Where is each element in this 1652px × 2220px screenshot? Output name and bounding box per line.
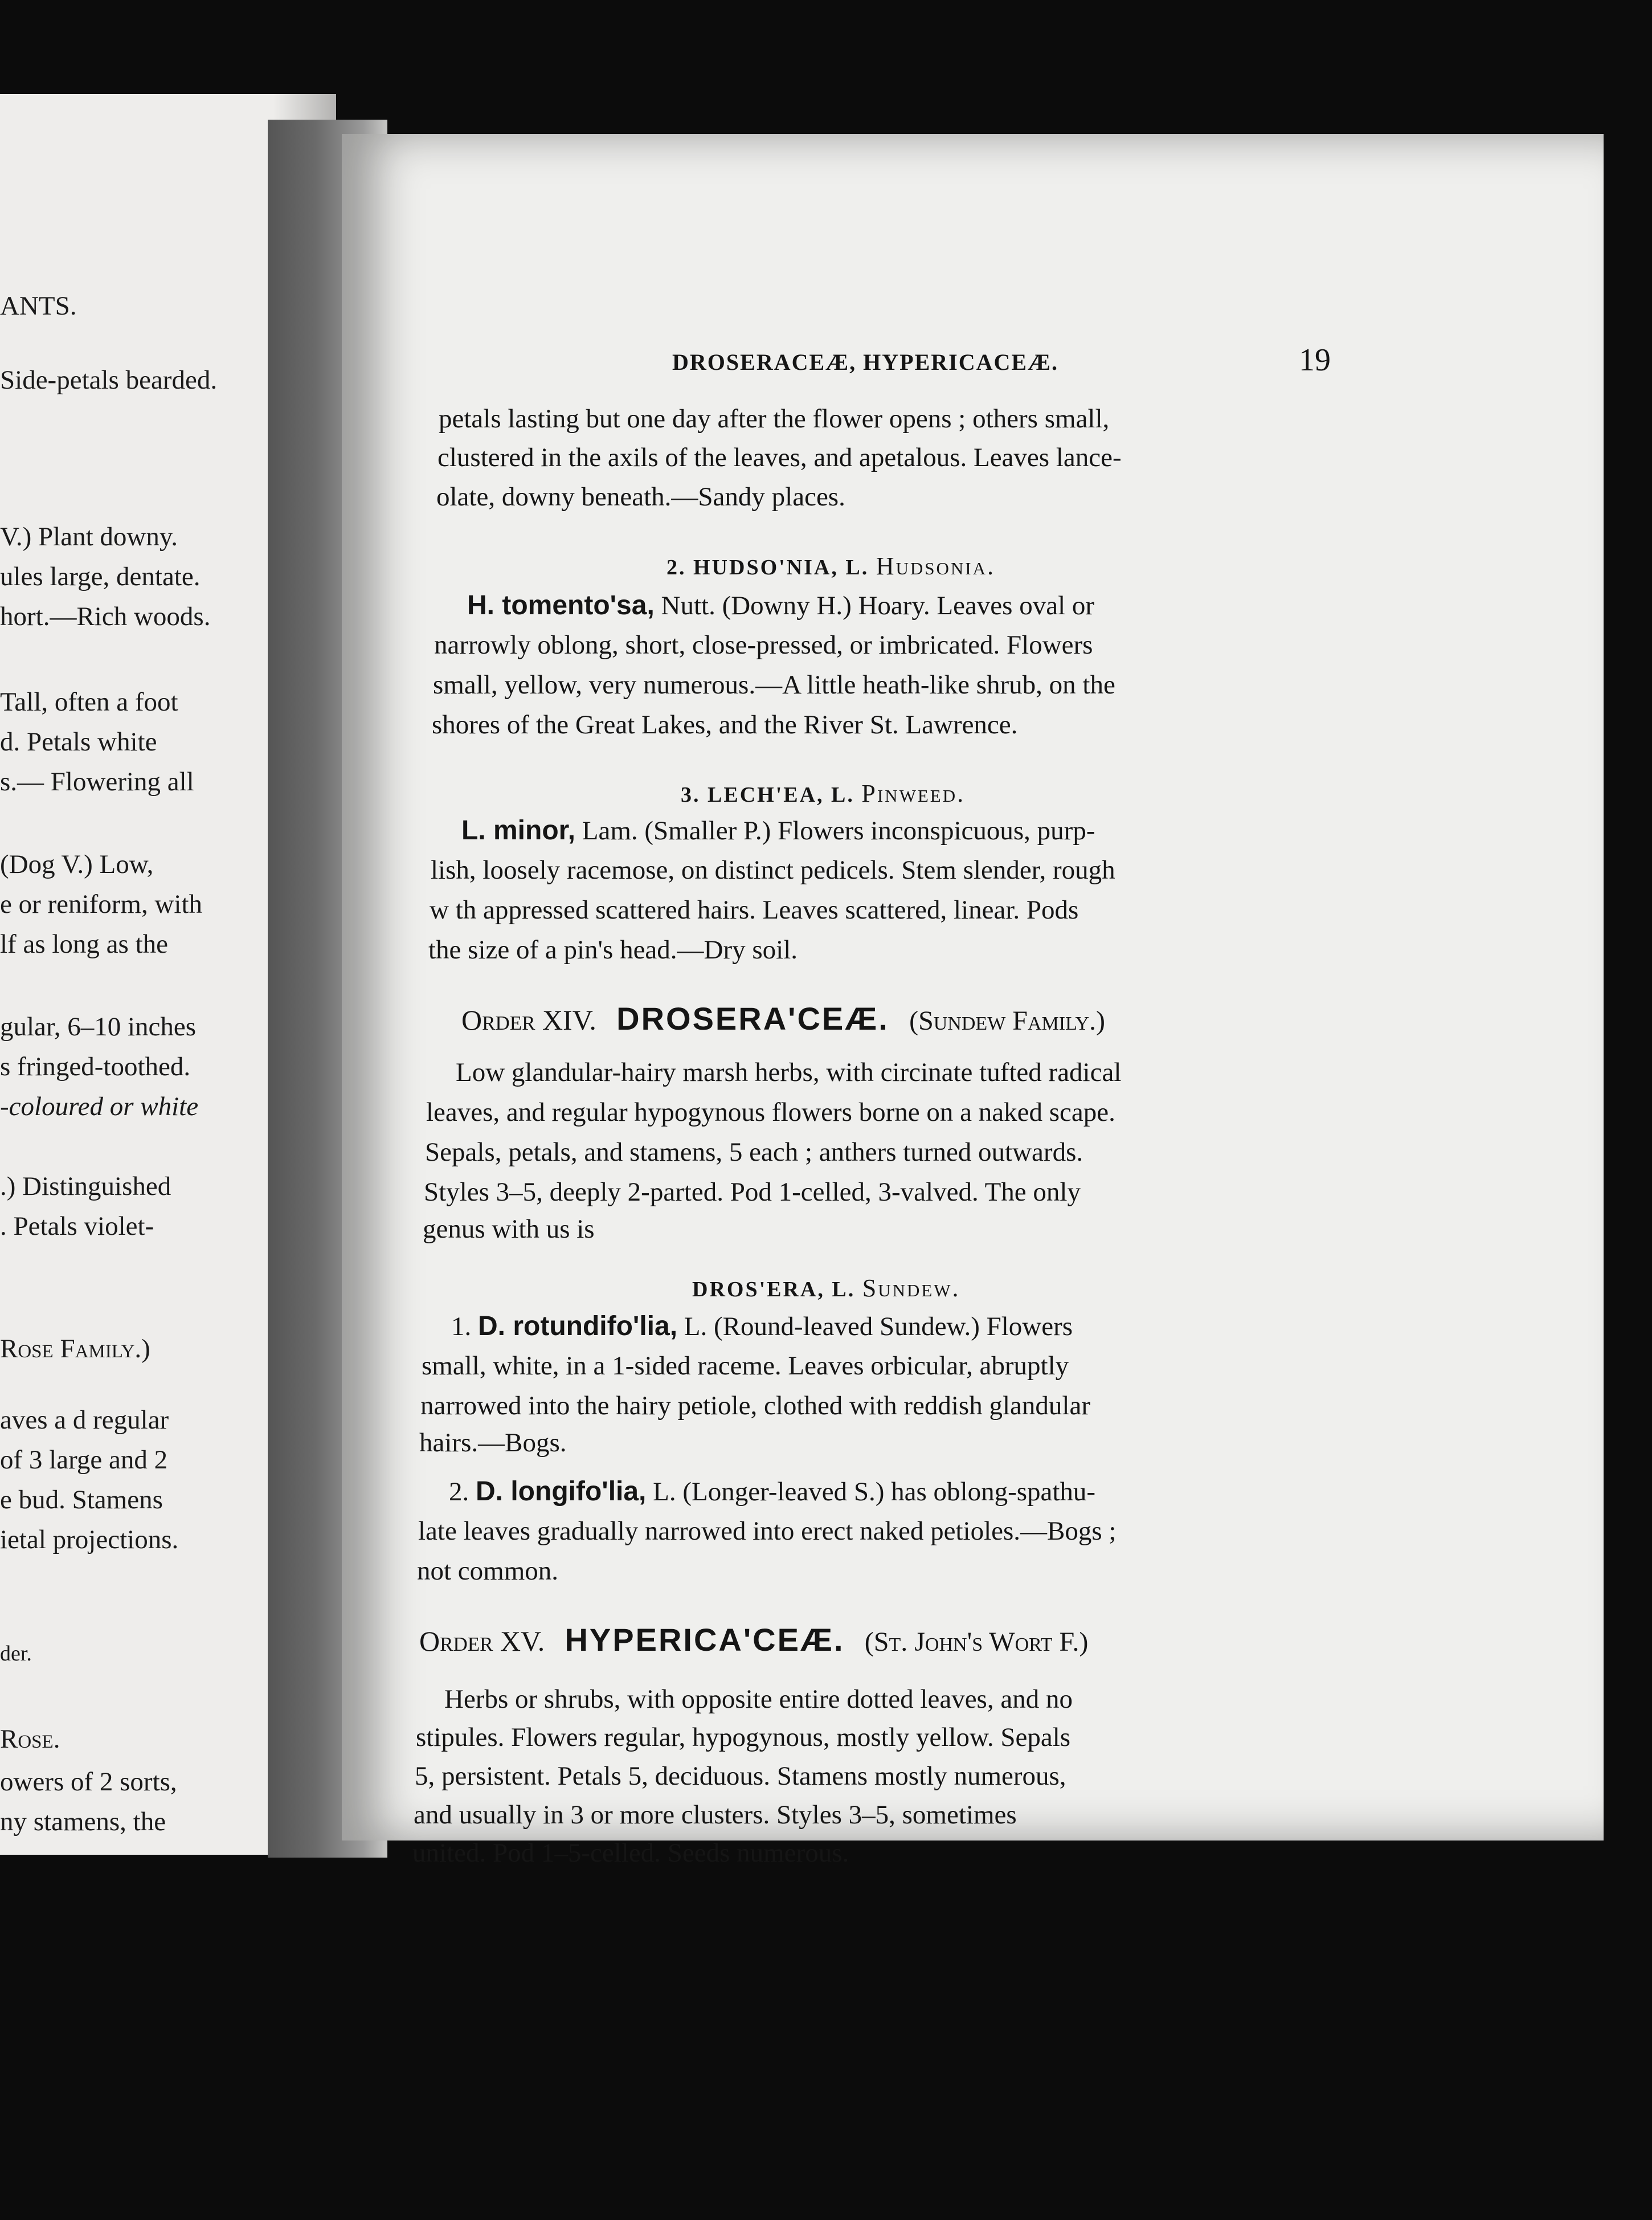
text-segment: L. (Longer-leaved S.) has oblong-spathu- [646, 1477, 1096, 1507]
species-name: D. longifo'lia, [476, 1476, 647, 1507]
left-line: lf as long as the [0, 929, 168, 959]
left-line: Rose Family.) [0, 1334, 150, 1364]
text-line: the size of a pin's head.—Dry soil. [428, 935, 798, 965]
text-line: Herbs or shrubs, with opposite entire dotted leaves, and no [444, 1684, 1073, 1714]
genus-name: DROS'ERA, L. [692, 1278, 856, 1301]
left-line: aves a d regular [0, 1405, 169, 1435]
left-line: e bud. Stamens [0, 1485, 163, 1515]
text-segment: Lam. (Smaller P.) Flowers inconspicuous, purp- [575, 816, 1095, 846]
left-line: ny stamens, the [0, 1807, 166, 1837]
text-line: olate, downy beneath.—Sandy places. [436, 482, 845, 512]
left-line: s.— Flowering all [0, 767, 194, 797]
left-line: der. [0, 1642, 32, 1666]
text-line: late leaves gradually narrowed into erect naked petioles.—Bogs ; [418, 1516, 1117, 1546]
order-label: Order XV. [419, 1625, 545, 1657]
left-line: d. Petals white [0, 727, 157, 757]
species-name: L. minor, [461, 815, 576, 846]
left-line: Side-petals bearded. [0, 365, 218, 395]
left-line: ANTS. [0, 291, 77, 321]
left-line: .) Distinguished [0, 1172, 171, 1201]
species-number: 1. [451, 1312, 472, 1341]
genus-heading [666, 552, 995, 581]
species-entry [449, 1476, 1095, 1507]
text-line: leaves, and regular hypogynous flowers borne on a naked scape. [426, 1097, 1115, 1127]
species-number: 2. [449, 1477, 469, 1507]
left-line: e or reniform, with [0, 889, 203, 919]
text-line: Low glandular-hairy marsh herbs, with circinate tufted radical [456, 1058, 1122, 1087]
genus-common-name: Hudsonia. [876, 552, 995, 580]
species-name: D. rotundifo'lia, [478, 1311, 678, 1341]
order-heading [419, 1621, 1088, 1658]
text-line: shores of the Great Lakes, and the River St. Lawrence. [432, 710, 1018, 740]
order-common-name: (Sundew Family.) [909, 1006, 1105, 1036]
text-line: 5, persistent. Petals 5, deciduous. Stamens mostly numerous, [415, 1761, 1066, 1791]
species-entry [461, 815, 1095, 846]
text-line: hairs.—Bogs. [419, 1428, 567, 1458]
genus-heading [681, 779, 965, 808]
genus-name: 2. HUDSO'NIA, L. [666, 556, 869, 580]
text-line: small, white, in a 1-sided raceme. Leaves orbicular, abruptly [422, 1351, 1069, 1381]
text-line: w th appressed scattered hairs. Leaves scattered, linear. Pods [430, 895, 1079, 925]
text-line: and usually in 3 or more clusters. Styles 3–5, sometimes [414, 1800, 1017, 1830]
text-segment: L. (Round-leaved Sundew.) Flowers [677, 1312, 1073, 1341]
left-line: V.) Plant downy. [0, 522, 178, 552]
left-line: ules large, dentate. [0, 562, 201, 591]
species-name: H. tomento'sa, [467, 590, 655, 621]
order-name: HYPERICA'CEÆ. [565, 1622, 845, 1658]
left-line: of 3 large and 2 [0, 1445, 168, 1475]
text-line: stipules. Flowers regular, hypogynous, mostly yellow. Sepals [416, 1723, 1071, 1752]
genus-common-name: Sundew. [862, 1274, 960, 1302]
text-line: clustered in the axils of the leaves, and apetalous. Leaves lance- [437, 443, 1122, 472]
text-line: petals lasting but one day after the flower opens ; others small, [439, 404, 1110, 434]
species-entry [451, 1311, 1073, 1342]
order-heading [461, 1000, 1105, 1037]
text-line: united. Pod 1–5-celled. Seeds numerous. [412, 1838, 849, 1868]
text-line: Sepals, petals, and stamens, 5 each ; anthers turned outwards. [425, 1137, 1083, 1167]
genus-heading [692, 1274, 960, 1303]
text-line: not common. [417, 1556, 559, 1586]
left-line: owers of 2 sorts, [0, 1767, 177, 1797]
order-name: DROSERA'CEÆ. [616, 1001, 889, 1036]
left-line: ietal projections. [0, 1525, 179, 1554]
left-line: -coloured or white [0, 1092, 199, 1121]
left-line: gular, 6–10 inches [0, 1012, 197, 1042]
order-common-name: (St. John's Wort F.) [864, 1627, 1089, 1657]
species-entry [467, 590, 1094, 621]
left-line: . Petals violet- [0, 1211, 154, 1241]
text-line: narrowly oblong, short, close-pressed, or imbricated. Flowers [434, 630, 1093, 660]
running-head: DROSERACEÆ, HYPERICACEÆ. [672, 349, 1059, 375]
left-line: Tall, often a foot [0, 687, 178, 717]
order-label: Order XIV. [461, 1004, 596, 1036]
text-line: lish, loosely racemose, on distinct pedicels. Stem slender, rough [431, 855, 1115, 885]
text-line: narrowed into the hairy petiole, clothed with reddish glandular [420, 1391, 1090, 1421]
genus-name: 3. LECH'EA, L. [681, 783, 854, 807]
left-line: hort.—Rich woods. [0, 602, 211, 631]
genus-common-name: Pinweed. [861, 780, 966, 807]
left-line: s fringed-toothed. [0, 1052, 191, 1082]
text-line: small, yellow, very numerous.—A little heath-like shrub, on the [433, 670, 1115, 700]
text-line: Styles 3–5, deeply 2-parted. Pod 1-celled, 3-valved. The only [424, 1177, 1081, 1207]
page-number: 19 [1299, 342, 1331, 378]
text-line: genus with us is [423, 1214, 595, 1244]
text-segment: Nutt. (Downy H.) Hoary. Leaves oval or [654, 591, 1095, 621]
left-line: (Dog V.) Low, [0, 850, 154, 879]
left-line: Rose. [0, 1724, 60, 1754]
